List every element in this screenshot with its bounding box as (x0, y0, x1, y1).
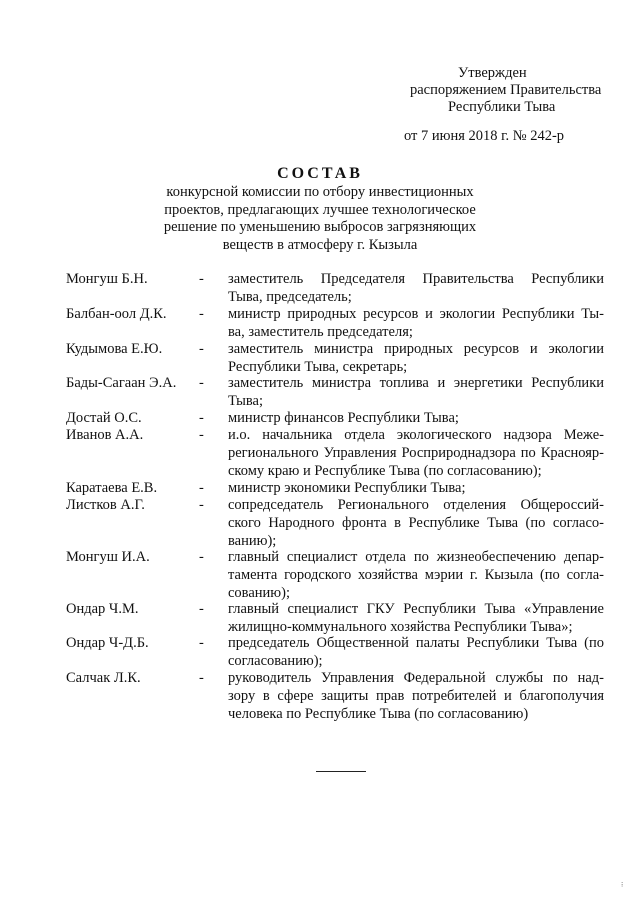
member-dash: - (199, 480, 204, 496)
member-dash: - (199, 271, 204, 287)
member-role-line: и.о. начальника отдела экологического надзора Меже- (228, 427, 604, 443)
member-dash: - (199, 635, 204, 651)
approval-line: распоряжением Правительства (410, 82, 602, 98)
member-role-line: главный специалист ГКУ Республики Тыва «Управление (228, 601, 604, 617)
member-dash: - (199, 601, 204, 617)
member-name: Ондар Ч-Д.Б. (66, 635, 149, 651)
member-role (228, 548, 604, 602)
member-dash: - (199, 306, 204, 322)
member-role-line: ванию); (228, 533, 277, 549)
member-role-line: жилищно-коммунального хозяйства Республики Тыва»; (228, 619, 573, 635)
member-role (228, 496, 604, 550)
member-role-line: заместитель Председателя Правительства Республики (228, 271, 604, 287)
member-role-line: сопредседатель Регионального отделения Общероссий- (228, 497, 604, 513)
member-role-line: министр финансов Республики Тыва; (228, 410, 459, 426)
member-name: Салчак Л.К. (66, 670, 141, 686)
member-role-line: заместитель министра топлива и энергетики Республики (228, 375, 604, 391)
document-title: СОСТАВ (277, 165, 363, 182)
member-name: Каратаева Е.В. (66, 480, 158, 496)
member-dash: - (199, 410, 204, 426)
member-name: Ондар Ч.М. (66, 601, 139, 617)
member-role-line: Тыва, председатель; (228, 289, 352, 305)
subtitle-line: конкурсной комиссии по отбору инвестиционных (166, 184, 474, 200)
member-role (228, 600, 604, 636)
member-role-line: руководитель Управления Федеральной службы по над- (228, 670, 604, 686)
subtitle-line: решение по уменьшению выбросов загрязняющих (163, 219, 477, 235)
member-role-line: министр экономики Республики Тыва; (228, 480, 466, 496)
subtitle-line: веществ в атмосферу г. Кызыла (222, 236, 418, 253)
member-role (228, 669, 604, 723)
member-role-line: Тыва; (228, 393, 263, 409)
member-role-line: тамента городского хозяйства мэрии г. Кызыла (по согла- (228, 567, 604, 583)
approval-line: Республики Тыва (448, 99, 556, 115)
member-name: Бады-Сагаан Э.А. (66, 375, 177, 391)
member-dash: - (199, 549, 204, 565)
member-role (228, 305, 604, 341)
member-role-line: регионального Управления Росприроднадзора по Краснояр- (228, 445, 604, 461)
margin-mark: ⁝ (621, 881, 624, 889)
member-role (228, 426, 604, 480)
member-name: Кудымова Е.Ю. (66, 341, 163, 357)
member-dash: - (199, 427, 204, 443)
member-role (228, 340, 604, 376)
member-role-line: согласованию); (228, 653, 323, 669)
member-role (228, 374, 604, 410)
member-role-line: ва, заместитель председателя; (228, 324, 413, 340)
member-role-line: главный специалист отдела по жизнеобеспечению депар- (228, 549, 604, 565)
member-role-line: заместитель министра природных ресурсов и экологии (228, 341, 604, 357)
member-dash: - (199, 670, 204, 686)
member-name: Иванов А.А. (66, 427, 144, 443)
approval-line: Утвержден (458, 65, 527, 81)
member-role-line: зору в сфере защиты прав потребителей и благополучия (228, 688, 604, 704)
member-role-line: ского Народного фронта в Республике Тыва (по согласо- (228, 515, 604, 531)
subtitle-line: проектов, предлагающих лучшее технологическое (164, 201, 476, 218)
member-role-line: человека по Республике Тыва (по согласованию) (228, 706, 529, 722)
member-name: Монгуш И.А. (66, 549, 150, 565)
member-dash: - (199, 375, 204, 391)
member-role-line: Республики Тыва, секретарь; (228, 359, 408, 375)
member-role (228, 270, 604, 306)
member-role-line: скому краю и Республике Тыва (по согласованию); (228, 463, 542, 479)
member-role-line: министр природных ресурсов и экологии Республики Ты- (228, 306, 604, 322)
approval-date: от 7 июня 2018 г. № 242-р (404, 128, 565, 144)
member-role (228, 634, 604, 670)
member-dash: - (199, 497, 204, 513)
member-name: Балбан-оол Д.К. (66, 306, 167, 322)
end-divider (316, 771, 366, 772)
member-role (228, 409, 604, 427)
member-name: Достай О.С. (66, 410, 142, 426)
member-name: Листков А.Г. (66, 497, 145, 513)
member-role-line: председатель Общественной палаты Республики Тыва (по (228, 635, 604, 651)
member-role (228, 479, 604, 497)
member-name: Монгуш Б.Н. (66, 271, 148, 287)
member-role-line: сованию); (228, 585, 290, 601)
member-dash: - (199, 341, 204, 357)
